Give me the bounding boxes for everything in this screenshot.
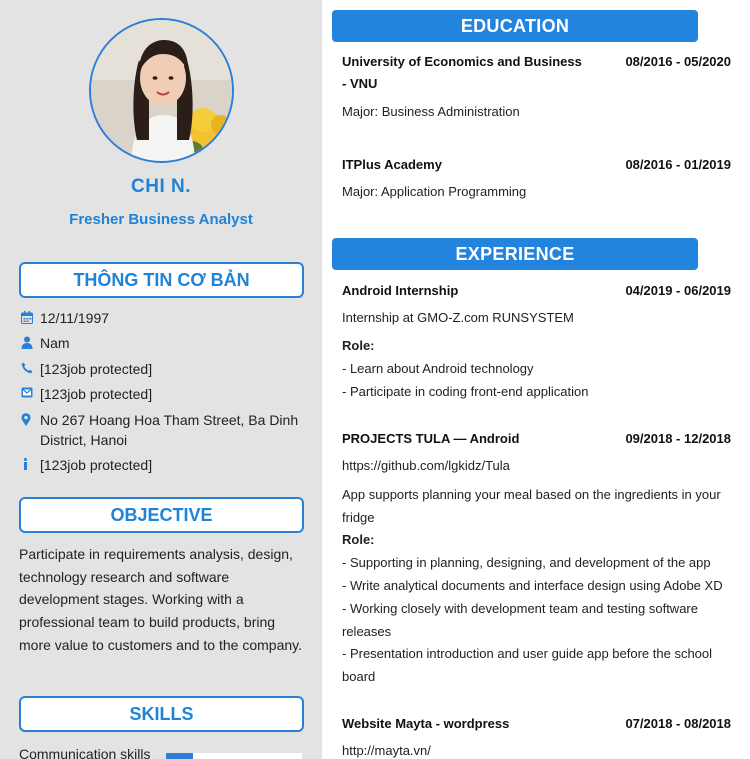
experience-title-3: Website Mayta - wordpress [342, 716, 510, 731]
experience-bullet: - Write analytical documents and interface design using Adobe XD [342, 578, 723, 593]
gender-value: Nam [40, 335, 70, 351]
phone-value: [123job protected] [40, 361, 153, 377]
user-icon [21, 333, 40, 353]
experience-subtitle-1: Internship at GMO-Z.com RUNSYSTEM [342, 310, 574, 325]
experience-bullet: - Presentation introduction and user guide app before the school [342, 646, 713, 661]
education-major-2: Major: Application Programming [342, 184, 527, 199]
address-value: No 267 Hoang Hoa Tham Street, Ba Dinh District, Hanoi [40, 412, 299, 448]
skills-heading: SKILLS [19, 696, 304, 732]
profile-name: CHI N. [131, 176, 191, 197]
education-dates-2: 08/2016 - 01/2019 [625, 157, 731, 172]
experience-desc-line: App supports planning your meal based on the ingredients in your [342, 487, 721, 502]
experience-bullet: - Working closely with development team and testing software [342, 601, 698, 616]
envelope-icon [21, 384, 40, 404]
education-school-1-line2: - VNU [342, 76, 378, 91]
education-heading: EDUCATION [332, 10, 698, 42]
email-row [21, 384, 311, 404]
experience-dates-3: 07/2018 - 08/2018 [625, 716, 731, 731]
experience-link-2[interactable]: https://github.com/lgkidz/Tula [342, 458, 510, 473]
experience-title-2: PROJECTS TULA — Android [342, 431, 520, 446]
birthday-value: 12/11/1997 [40, 310, 110, 326]
basic-info-heading: THÔNG TIN CƠ BẢN [19, 262, 304, 298]
email-value: [123job protected] [40, 386, 153, 402]
info-icon [21, 455, 40, 475]
objective-text: Participate in requirements analysis, design, technology research and software development stages. Working with a professional team to build products, bring more value to customers and to the company. [19, 546, 302, 653]
experience-bullet: board [342, 669, 376, 684]
map-pin-icon [21, 410, 40, 450]
education-major-1: Major: Business Administration [342, 104, 520, 119]
profile-photo [89, 18, 234, 163]
calendar-icon [21, 308, 40, 328]
profile-title: Fresher Business Analyst [69, 211, 253, 228]
experience-heading: EXPERIENCE [332, 238, 698, 270]
education-dates-1: 08/2016 - 05/2020 [625, 54, 731, 69]
experience-desc-line: fridge [342, 510, 375, 525]
skill-bar [166, 753, 302, 759]
profile-photo-illustration [91, 20, 234, 163]
experience-bullet: - Supporting in planning, designing, and development of the app [342, 555, 711, 570]
phone-icon [21, 359, 40, 379]
experience-link-3[interactable]: http://mayta.vn/ [342, 743, 431, 758]
experience-title-1: Android Internship [342, 283, 459, 298]
gender-row [21, 333, 311, 353]
website-value: [123job protected] [40, 457, 153, 473]
experience-bullet: releases [342, 624, 392, 639]
education-school-2: ITPlus Academy [342, 157, 442, 172]
experience-bullet: - Participate in coding front-end application [342, 384, 589, 399]
objective-heading: OBJECTIVE [19, 497, 304, 533]
experience-role-label-1: Role: [342, 338, 375, 353]
education-school-1 [342, 51, 582, 95]
skill-label: Communication skills [19, 746, 151, 759]
website-row [21, 455, 311, 475]
experience-bullet: - Learn about Android technology [342, 361, 534, 376]
birthday-row [21, 308, 311, 328]
experience-dates-2: 09/2018 - 12/2018 [625, 431, 731, 446]
education-school-1-line1: University of Economics and Business [342, 54, 582, 69]
phone-row [21, 359, 311, 379]
experience-dates-1: 04/2019 - 06/2019 [625, 283, 731, 298]
address-row [21, 410, 311, 450]
experience-role-label-2: Role: [342, 532, 375, 547]
skill-bar-fill [166, 753, 193, 759]
